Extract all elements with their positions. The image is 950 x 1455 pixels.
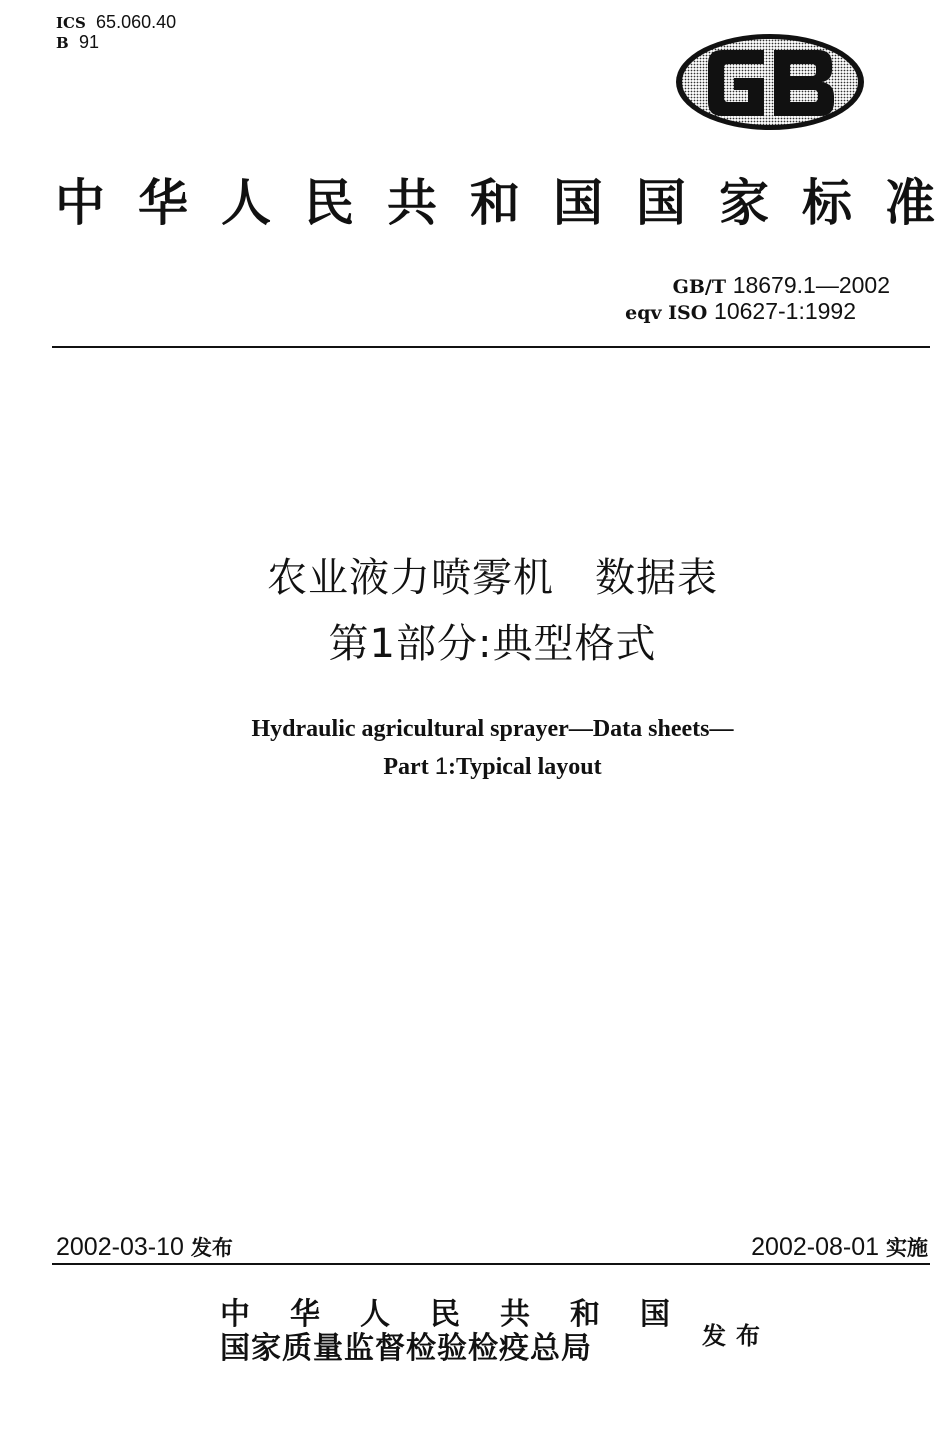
implement-date: 2002-08-01 bbox=[751, 1233, 880, 1261]
issue-label: 发布 bbox=[190, 1236, 233, 1260]
standard-prefix: GB/T bbox=[672, 276, 726, 298]
title-char: 共 bbox=[387, 173, 437, 232]
gb-logo bbox=[672, 30, 868, 134]
eqv-prefix: eqv ISO bbox=[625, 302, 708, 324]
implement-date-block bbox=[751, 1232, 928, 1263]
english-title-line2 bbox=[0, 748, 950, 786]
english-title-part-number: 1 bbox=[434, 753, 449, 780]
ccs-code: 91 bbox=[78, 32, 99, 52]
implement-label: 实施 bbox=[886, 1236, 928, 1260]
publisher-char: 人 bbox=[360, 1297, 390, 1332]
publisher-line2: 国家质量监督检验检疫总局 bbox=[220, 1331, 592, 1366]
header-divider bbox=[52, 346, 930, 348]
english-title-part-prefix: Part bbox=[383, 754, 435, 780]
footer-divider bbox=[52, 1263, 930, 1265]
standard-number bbox=[673, 272, 890, 300]
ccs-code-line bbox=[56, 32, 99, 53]
publisher-char: 中 bbox=[220, 1297, 250, 1332]
title-char: 人 bbox=[221, 173, 271, 232]
publisher-char: 共 bbox=[500, 1297, 530, 1332]
title-char: 民 bbox=[304, 173, 354, 232]
title-char: 和 bbox=[470, 173, 520, 232]
issue-date: 2002-03-10 bbox=[56, 1233, 184, 1261]
title-char: 家 bbox=[719, 173, 769, 232]
publisher-char: 华 bbox=[290, 1297, 320, 1332]
english-title-line1: Hydraulic agricultural sprayer—Data sheets— bbox=[251, 716, 734, 742]
title-char: 华 bbox=[138, 173, 188, 232]
ics-code-line bbox=[56, 12, 176, 33]
ics-label: ICS bbox=[56, 14, 86, 32]
publisher-char: 和 bbox=[570, 1297, 600, 1332]
publisher-block bbox=[220, 1298, 670, 1366]
title-char: 标 bbox=[802, 173, 852, 232]
standard-number-value: 18679.1—2002 bbox=[732, 272, 890, 298]
equivalent-standard bbox=[625, 298, 856, 326]
title-char: 中 bbox=[55, 173, 105, 232]
ccs-label: B bbox=[56, 34, 69, 52]
national-standard-title bbox=[55, 170, 935, 236]
title-char: 准 bbox=[885, 173, 935, 232]
ics-code: 65.060.40 bbox=[96, 12, 177, 32]
english-title-part-rest: :Typical layout bbox=[448, 754, 602, 780]
chinese-title-line2: 第1部分:典型格式 bbox=[328, 621, 657, 667]
publisher-line1 bbox=[220, 1298, 670, 1332]
chinese-title-line1: 农业液力喷雾机 数据表 bbox=[267, 555, 718, 601]
title-char: 国 bbox=[553, 173, 603, 232]
publish-verb: 发布 bbox=[702, 1321, 770, 1350]
publisher-char: 民 bbox=[430, 1297, 460, 1332]
title-char: 国 bbox=[636, 173, 686, 232]
eqv-number: 10627-1:1992 bbox=[714, 298, 856, 324]
issue-date-block bbox=[56, 1232, 233, 1263]
publisher-char: 国 bbox=[640, 1297, 670, 1332]
